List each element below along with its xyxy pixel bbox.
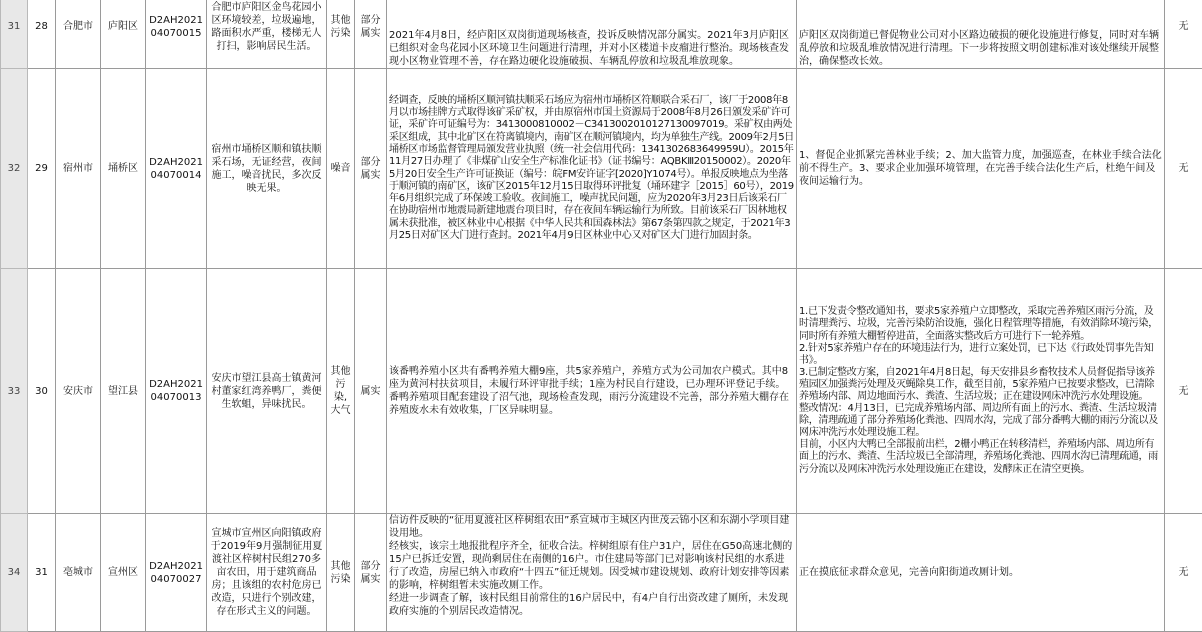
seq-cell[interactable]: 30 xyxy=(28,269,56,514)
investigation-cell[interactable]: 2021年4月8日，经庐阳区双岗街道现场核查，投诉反映情况部分属实。2021年3月庐阳区已组织对金鸟花园小区环境卫生问题进行清理，并对小区楼道卡皮瘤进行整治。现场核查发现小区物业管理不善，存在路边硬化设施破损、车辆乱停放和垃圾乱堆放现象。 xyxy=(387,0,797,69)
district-cell[interactable]: 庐阳区 xyxy=(101,0,146,69)
row-header[interactable]: 31 xyxy=(1,0,28,69)
table-row[interactable] xyxy=(1,0,1202,69)
city-cell[interactable]: 合肥市 xyxy=(56,0,101,69)
table-row[interactable] xyxy=(1,269,1202,514)
district-cell[interactable]: 望江县 xyxy=(101,269,146,514)
complaint-cell[interactable]: 宣城市宣州区向阳镇政府于2019年9月强制征用夏渡社区梓树村民组270多亩农田，用于建筑商品房；且该组的农村危房已改造，只进行个别改建，存在形式主义的问题。 xyxy=(207,514,327,632)
city-cell[interactable]: 安庆市 xyxy=(56,269,101,514)
handling-cell[interactable]: 1.已下发责令整改通知书，要求5家养殖户立即整改，采取完善养殖区雨污分流，及时清理粪污、垃圾，完善污染防治设施，强化日程管理等措施，有效消除环境污染，同时所有养殖大棚暂停进苗，全面落实整改后方可进行下一轮养殖。 2.针对5家养殖户存在的环境违法行为，进行立案处罚，已下达《行政处罚事先告知书》。 3.已制定整改方案，自2021年4月8日起，每天安排县乡畜牧技术人员督促指导该养殖园区加强粪污处理及灭蝇除臭工作，截至目前，5家养殖户已按要求整改，已清除养殖场内部、周边地面污水、粪渣、生活垃圾；正在建设网床冲洗污水处理设施。 整改情况：4月13日，已完成养殖场内部、周边所有面上的污水、粪渣、生活垃圾清除，清理疏通了部分养殖场化粪池、四周水沟，完成了部分番鸭大棚的雨污分流以及网床冲洗污水处理设施工程。 目前，小区内大鸭已全部报前出栏，2栅小鸭正在转移清栏，养殖场内部、周边所有面上的污水、粪渣、生活垃圾已全部清理，养殖场化粪池、四周水沟已清理疏通，雨污分流以及网床冲洗污水处理设施正在建设，发酵床正在清空更换。 xyxy=(797,269,1165,514)
code-cell[interactable]: D2AH2021 04070015 xyxy=(146,0,207,69)
handling-cell[interactable]: 1、督促企业抓紧完善林业手续；2、加大监管力度，加强巡查，在林业手续合法化前不得生产。3、要求企业加强环境管理，在完善手续合法化生产后，杜绝午间及夜间运输行为。 xyxy=(797,69,1165,269)
level-cell[interactable]: 属实 xyxy=(355,269,387,514)
type-cell[interactable]: 其他污染 xyxy=(327,514,355,632)
city-cell[interactable]: 亳城市 xyxy=(56,514,101,632)
level-cell[interactable]: 部分属实 xyxy=(355,514,387,632)
type-cell[interactable]: 噪音 xyxy=(327,69,355,269)
investigation-cell[interactable]: 经调查，反映的埇桥区顺河镇扶顺采石场应为宿州市埇桥区符顺联合采石厂，该厂于2008年8月以市场挂牌方式取得该矿采矿权，并由原宿州市国土资源局于2008年8月26日颁发采矿许可证，采矿许可证编号为：3413000810002－C3413002010127130097019。采矿权由两处采区组成，其中北矿区在符离镇境内，南矿区在顺河镇境内，均为单独生产线。2009年2月5日埇桥区市场监督管理局颁发营业执照（统一社会信用代码：1341302683649959U）。2015年11月27日办理了《非煤矿山安全生产标准化证书》（证书编号：AQBKⅢ20150002）。2020年5月20日安全生产许可证换证（编号：皖FM安许证字[2020]Y1074号）。单报反映地点为坐落于顺河镇的南矿区，该矿区2015年12月15日取得环评批复（埇环建字［2015］60号），2019年6月组织完成了环保竣工验收。夜间施工，噪声扰民问题，应为2020年3月23日后该采石厂在协助宿州市地震局新建地震台项目时，存在夜间车辆运输行为所致。目前该采石厂因林地权属未获批准，被区林业中心根据《中华人民共和国森林法》第67条第四款之规定，于2021年3月25日对矿区大门进行查封。2021年4月9日区林业中心又对矿区大门进行加固封条。 xyxy=(387,69,797,269)
seq-cell[interactable]: 31 xyxy=(28,514,56,632)
level-cell[interactable]: 部分属实 xyxy=(355,0,387,69)
accountability-cell[interactable]: 无 xyxy=(1165,0,1202,69)
accountability-cell[interactable]: 无 xyxy=(1165,269,1202,514)
complaint-cell[interactable]: 安庆市望江县高士镇黄河村董家红湾养鸭厂，粪便生软蛆，异味扰民。 xyxy=(207,269,327,514)
complaint-cell[interactable]: 宿州市埇桥区顺和镇扶顺采石场，无证经营，夜间施工，噪音扰民，多次反映无果。 xyxy=(207,69,327,269)
handling-cell[interactable]: 正在摸底征求群众意见，完善向阳街道改厕计划。 xyxy=(797,514,1165,632)
district-cell[interactable]: 宣州区 xyxy=(101,514,146,632)
row-header[interactable]: 34 xyxy=(1,514,28,632)
district-cell[interactable]: 埇桥区 xyxy=(101,69,146,269)
row-header[interactable]: 33 xyxy=(1,269,28,514)
table-row[interactable] xyxy=(1,514,1202,632)
row-header[interactable]: 32 xyxy=(1,69,28,269)
type-cell[interactable]: 其他污染,大气 xyxy=(327,269,355,514)
seq-cell[interactable]: 29 xyxy=(28,69,56,269)
code-cell[interactable]: D2AH2021 04070013 xyxy=(146,269,207,514)
level-cell[interactable]: 部分属实 xyxy=(355,69,387,269)
accountability-cell[interactable]: 无 xyxy=(1165,514,1202,632)
code-cell[interactable]: D2AH2021 04070027 xyxy=(146,514,207,632)
complaint-cell[interactable]: 合肥市庐阳区金鸟花园小区环境较差，垃圾遍地，路面积水严重，楼梯无人打扫，影响居民生活。 xyxy=(207,0,327,69)
handling-cell[interactable]: 庐阳区双岗街道已督促物业公司对小区路边破损的硬化设施进行修复，同时对车辆乱停放和垃圾乱堆放情况进行清理。下一步将按照文明创建标准对该处继续开展整治，确保整改长效。 xyxy=(797,0,1165,69)
accountability-cell[interactable]: 无 xyxy=(1165,69,1202,269)
type-cell[interactable]: 其他污染 xyxy=(327,0,355,69)
investigation-cell[interactable]: 该番鸭养殖小区共有番鸭养殖大棚9座，共5家养殖户，养殖方式为公司加农户模式。其中8座为黄河村扶贫项目，未履行环评审批手续；1座为村民自行建设，已办理环评登记手续。番鸭养殖项目配套建设了沼气池，现场检查发现，雨污分流建设不完善，部分养殖大棚存在养殖废水未有效收集，厂区异味明显。 xyxy=(387,269,797,514)
table-row[interactable] xyxy=(1,69,1202,269)
seq-cell[interactable]: 28 xyxy=(28,0,56,69)
investigation-cell[interactable]: 信访件反映的“征用夏渡社区梓树组农田”系宣城市主城区内世茂云锦小区和东湖小学项目建设用地。 经核实，该宗土地报批程序齐全，征收合法。梓树组原有住户31户，居住在G50高速北侧的15户已拆迁安置，现尚剩居住在南侧的16户。市住建局等部门已对影响该村民组的水系进行了改造，房屋已纳入市政府“十四五”征迁规划。因受城市建设规划、政府计划安排等因素的影响，梓树组暂未实施改厕工作。 经进一步调查了解，该村民组目前常住的16户居民中，有4户自行出资改建了厕所，未发现政府实施的个别居民改造情况。 xyxy=(387,514,797,632)
code-cell[interactable]: D2AH2021 04070014 xyxy=(146,69,207,269)
city-cell[interactable]: 宿州市 xyxy=(56,69,101,269)
